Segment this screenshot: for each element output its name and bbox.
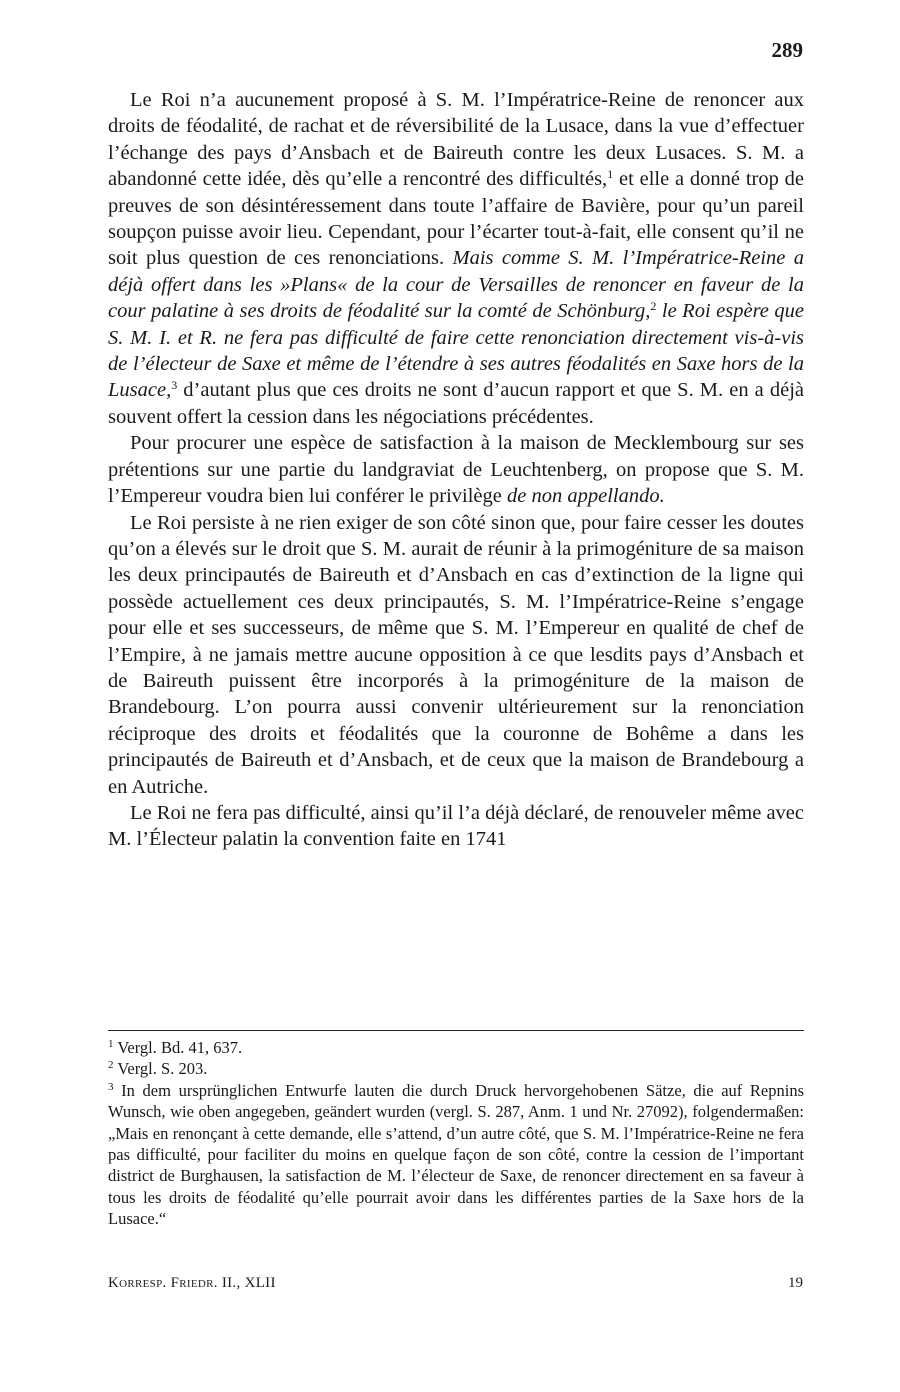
paragraph-2 <box>108 430 804 509</box>
footnote-number: 3 <box>108 1080 114 1093</box>
footnote-3 <box>108 1080 804 1230</box>
sheet-number: 19 <box>788 1275 803 1291</box>
footnote-divider <box>108 1030 804 1031</box>
footnote-text: Vergl. Bd. 41, 637. <box>117 1038 243 1057</box>
paragraph-1-italic-a: Mais comme S. M. l’Impératrice-Reine a déjà offert dans les »Plans« de la cour de Versailles de renoncer en faveur de la cour palatine à ses droits de féodalité sur la comté de Schönburg, <box>108 247 804 323</box>
footnote-number: 2 <box>108 1059 114 1072</box>
footnote-text: In dem ursprünglichen Entwurfe lauten die durch Druck hervorgehobenen Sätze, die auf Repnins Wunsch, wie oben angegeben, geändert wurden (vergl. S. 287, Anm. 1 und Nr. 27092), folgendermaßen: „Mais en renonçant à cette demande, elle s’attend, d’un autre côté, que S. M. l’Impératrice-Reine ne fera pas difficulté, pour faciliter du moins en quelque façon de son côté, contre la cession de l’important district de Burghausen, la satisfaction de M. l’électeur de Saxe, de renoncer directement en sa faveur à tous les droits de féodalité qu’elle pourrait avoir dans les différentes parties de la Saxe hors de la Lusace.“ <box>108 1080 804 1229</box>
paragraph-1 <box>108 87 804 430</box>
paragraph-2-italic: de non appellando. <box>507 485 665 508</box>
footnote-number: 1 <box>108 1038 114 1050</box>
main-text <box>108 87 804 853</box>
footnote-ref-3: 3 <box>171 378 178 393</box>
paragraph-4: Le Roi ne fera pas difficulté, ainsi qu’il l’a déjà déclaré, de renouveler même avec M. l’Électeur palatin la convention faite en 1741 <box>108 801 804 851</box>
paragraph-1-text-a: Le Roi n’a aucunement proposé à S. M. l’Impératrice-Reine de renoncer aux droits de féodalité, de rachat et de réversibilité de la Lusace, dans la vue d’effectuer l’échange des pays d’Ansbach et de Baireuth contre les deux Lusaces. S. M. a abandonné cette idée, dès qu’elle a rencontré des difficultés, <box>108 89 804 191</box>
footnote-text: Vergl. S. 203. <box>117 1059 208 1079</box>
paragraph-3: Le Roi persiste à ne rien exiger de son côté sinon que, pour faire cesser les doutes qu’on a élevés sur le droit que S. M. aurait de réunir à la primogéniture de sa maison les deux principautés de Baireuth et d’Ansbach en cas d’extinction de la ligne qui possède actuellement ces deux principautés, S. M. l’Impératrice-Reine s’engage pour elle et ses successeurs, de même que S. M. l’Empereur en qualité de chef de l’Empire, à ne jamais mettre aucune opposition à ce que lesdits pays d’Ansbach et de Baireuth puissent être incorporés à la primogéniture de la maison de Brandebourg. L’on pourra aussi convenir ultérieurement sur la renonciation réciproque des droits et féodalités que la couronne de Bohême a dans les principautés de Baireuth et d’Ansbach, et de ceux que la maison de Brandebourg a en Autriche. <box>108 511 804 798</box>
footnote-ref-2: 2 <box>650 299 657 314</box>
paragraph-1-text-c: d’autant plus que ces droits ne sont d’aucun rapport et que S. M. en a déjà souvent offert la cession dans les négociations précédentes. <box>108 379 804 428</box>
signature-mark: Korresp. Friedr. II., XLII <box>108 1275 276 1291</box>
footnote-1 <box>108 1037 804 1058</box>
page-number: 289 <box>771 38 803 62</box>
footnote-ref-1: 1 <box>607 167 614 182</box>
footnote-2 <box>108 1058 804 1079</box>
paragraph-1-italic-b: le Roi espère que S. M. I. et R. ne fera pas difficulté de faire cette renonciation directement vis-à-vis de l’électeur de Saxe et même de l’étendre à ses autres féodalités en Saxe hors de la Lusace, <box>108 300 804 402</box>
paragraph-2-text: Pour procurer une espèce de satisfaction à la maison de Mecklembourg sur ses prétentions sur une partie du landgraviat de Leuchtenberg, on propose que S. M. l’Empereur voudra bien lui conférer le privilège <box>108 432 804 508</box>
footnotes <box>108 1037 804 1230</box>
paragraph-1-text-b: et elle a donné trop de preuves de son désintéressement dans toute l’affaire de Bavière, pour qu’un pareil soupçon puisse avoir lieu. Cependant, pour l’écarter tout-à-fait, elle consent qu’il ne soit plus question de ces renonciations. <box>108 168 805 270</box>
